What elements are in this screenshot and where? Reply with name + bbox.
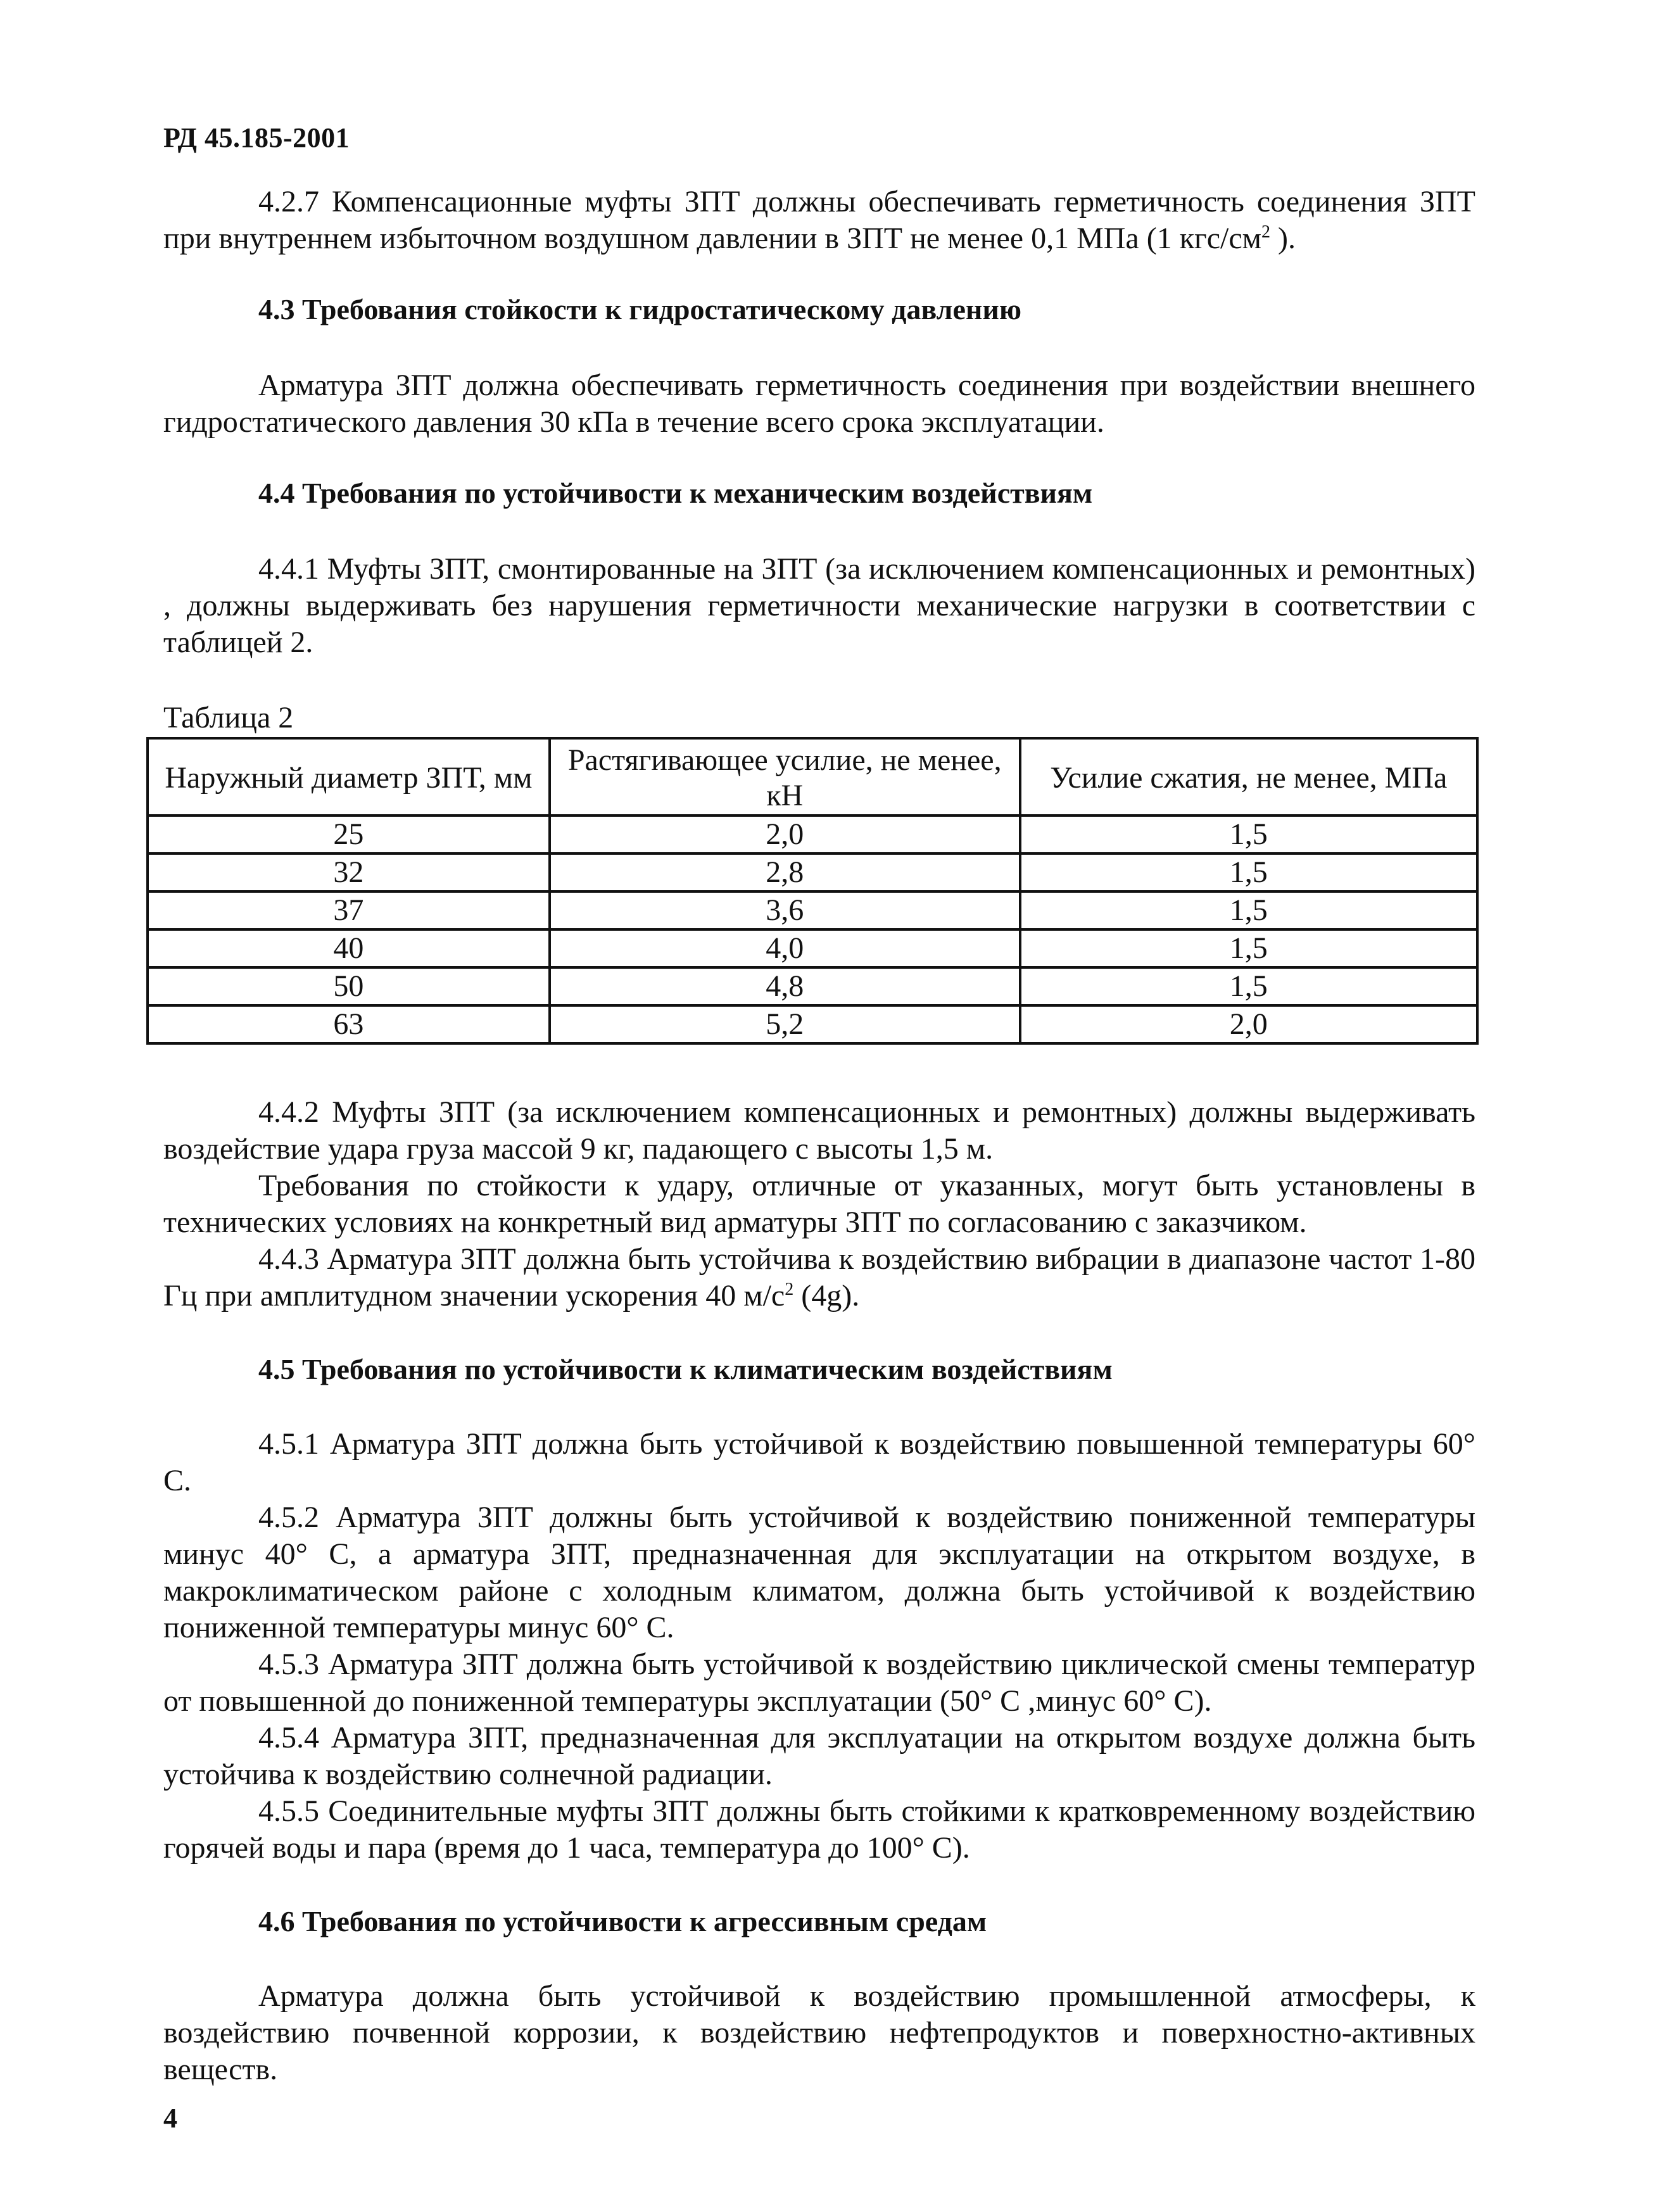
cell-compression: 1,5 [1020,891,1477,929]
paragraph-4-2-7-text: 4.2.7 Компенсационные муфты ЗПТ должны обеспечивать герметичность соединения ЗПТ при внутреннем избыточном воздушном давлении в ЗПТ не менее 0,1 МПа (1 кгс/см [163,185,1475,255]
header-compression-force: Усилие сжатия, не менее, МПа [1020,738,1477,815]
header-tensile-force: Растягивающее усилие, не менее, кН [550,738,1020,815]
cell-tensile: 4,0 [550,929,1020,967]
paragraph-4-5-3: 4.5.3 Арматура ЗПТ должна быть устойчивой к воздействию циклической смены температур от повышенной до пониженной температуры эксплуатации (50° С ,минус 60° С). [163,1647,1475,1718]
superscript-2: 2 [1261,222,1271,242]
superscript-2: 2 [785,1280,794,1299]
paragraph-4-6: Арматура должна быть устойчивой к воздействию промышленной атмосферы, к воздействию почвенной коррозии, к воздействию нефтепродуктов и поверхностно-активных веществ. [163,1979,1475,2086]
header-outer-diameter: Наружный диаметр ЗПТ, мм [148,738,550,815]
section-4-5-title: 4.5 Требования по устойчивости к климатическим воздействиям [258,1353,1113,1385]
paragraph-4-4-3-tail: (4g). [793,1279,860,1313]
paragraph-4-2-7 [163,184,1475,257]
paragraph-4-4-2-impact: Требования по стойкости к удару, отличные от указанных, могут быть установлены в технических условиях на конкретный вид арматуры ЗПТ по согласованию с заказчиком. [163,1169,1475,1239]
table-row [148,815,1477,853]
section-4-4-title: 4.4 Требования по устойчивости к механическим воздействиям [258,477,1093,509]
cell-diameter: 25 [148,815,550,853]
table-row [148,853,1477,891]
cell-diameter: 50 [148,967,550,1005]
table-row [148,891,1477,929]
cell-compression: 1,5 [1020,853,1477,891]
cell-tensile: 2,0 [550,815,1020,853]
cell-compression: 1,5 [1020,815,1477,853]
paragraph-4-4-3 [163,1241,1475,1314]
paragraph-4-4-2: 4.4.2 Муфты ЗПТ (за исключением компенсационных и ремонтных) должны выдерживать воздействие удара груза массой 9 кг, падающего с высоты 1,5 м. [163,1095,1475,1166]
table-row [148,929,1477,967]
section-4-3-title: 4.3 Требования стойкости к гидростатическому давлению [258,293,1022,325]
paragraph-4-4-1: 4.4.1 Муфты ЗПТ, смонтированные на ЗПТ (за исключением компенсационных и ремонтных) , должны выдерживать без нарушения герметичности механические нагрузки в соответствии с таблицей 2. [163,552,1475,659]
cell-tensile: 4,8 [550,967,1020,1005]
cell-diameter: 40 [148,929,550,967]
paragraph-4-5-2: 4.5.2 Арматура ЗПТ должны быть устойчивой к воздействию пониженной температуры минус 40° С, а арматура ЗПТ, предназначенная для эксплуатации на открытом воздухе, в макроклиматическом районе с холодным климатом, должна быть устойчивой к воздействию пониженной температуры минус 60° С. [163,1501,1475,1644]
cell-tensile: 2,8 [550,853,1020,891]
cell-compression: 2,0 [1020,1005,1477,1043]
cell-compression: 1,5 [1020,967,1477,1005]
document-code-header: РД 45.185-2001 [163,122,350,153]
cell-compression: 1,5 [1020,929,1477,967]
cell-tensile: 3,6 [550,891,1020,929]
requirements-table [146,737,1479,1045]
table-row [148,967,1477,1005]
cell-diameter: 37 [148,891,550,929]
paragraph-4-5-5: 4.5.5 Соединительные муфты ЗПТ должны быть стойкими к кратковременному воздействию горячей воды и пара (время до 1 часа, температура до 100° С). [163,1794,1475,1865]
table-caption: Таблица 2 [163,701,294,734]
paragraph-4-5-1: 4.5.1 Арматура ЗПТ должна быть устойчивой к воздействию повышенной температуры 60° С. [163,1427,1475,1497]
cell-tensile: 5,2 [550,1005,1020,1043]
paragraph-4-4-3-text: 4.4.3 Арматура ЗПТ должна быть устойчива к воздействию вибрации в диапазоне частот 1-80 Гц при амплитудном значении ускорения 40 м/с [163,1242,1475,1313]
paragraph-4-2-7-tail: ). [1270,222,1296,255]
page-number: 4 [163,2103,177,2134]
table-row [148,1005,1477,1043]
paragraph-4-3: Арматура ЗПТ должна обеспечивать герметичность соединения при воздействии внешнего гидростатического давления 30 кПа в течение всего срока эксплуатации. [163,368,1475,439]
cell-diameter: 63 [148,1005,550,1043]
cell-diameter: 32 [148,853,550,891]
paragraph-4-5-4: 4.5.4 Арматура ЗПТ, предназначенная для эксплуатации на открытом воздухе должна быть устойчива к воздействию солнечной радиации. [163,1721,1475,1791]
section-4-6-title: 4.6 Требования по устойчивости к агрессивным средам [258,1905,987,1937]
table-header-row [148,738,1477,815]
